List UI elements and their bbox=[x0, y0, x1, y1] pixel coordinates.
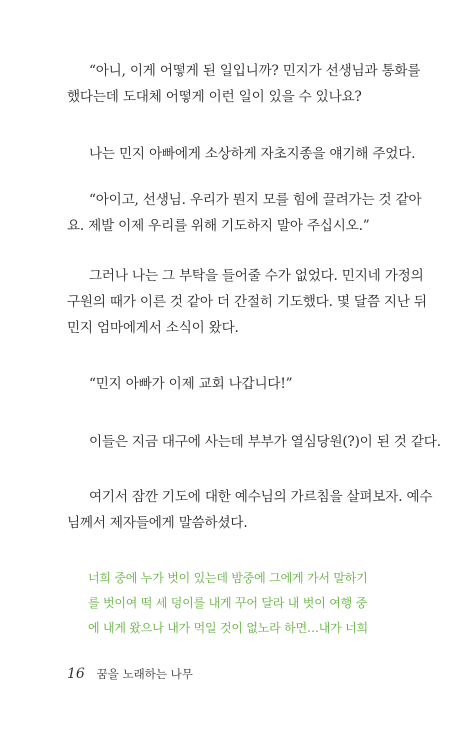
scripture-quote bbox=[88, 566, 388, 641]
paragraph-line: 민지 엄마에게서 소식이 왔다. bbox=[67, 320, 239, 336]
paragraph-line: “아이고, 선생님. 우리가 뭔지 모를 힘에 끌려가는 것 같아 bbox=[89, 192, 422, 208]
paragraph-line: 이들은 지금 대구에 사는데 부부가 열심당원(?)이 된 것 같다. bbox=[89, 434, 441, 450]
paragraph-line: “민지 아빠가 이제 교회 나갑니다!” bbox=[89, 376, 293, 392]
quote-line: 에 내게 왔으나 내가 먹일 것이 없노라 하면…내가 너희 bbox=[88, 621, 368, 635]
paragraph-line: 님께서 제자들에게 말씀하셨다. bbox=[67, 515, 248, 531]
paragraph-line: 그러나 나는 그 부탁을 들어줄 수가 없었다. 민지네 가정의 bbox=[89, 268, 424, 284]
paragraph-line: 했다는데 도대체 어떻게 이런 일이 있을 수 있나요? bbox=[67, 89, 362, 105]
paragraph-4 bbox=[67, 263, 427, 341]
paragraph-line: 요. 제발 이제 우리를 위해 기도하지 말아 주십시오.” bbox=[67, 218, 370, 234]
quote-line: 를 벗이여 떡 세 덩이를 내게 꾸어 달라 내 벗이 여행 중 bbox=[88, 596, 367, 610]
paragraph-1 bbox=[67, 58, 421, 110]
paragraph-7 bbox=[67, 484, 433, 536]
quote-line: 너희 중에 누가 벗이 있는데 밤중에 그에게 가서 말하기 bbox=[88, 571, 368, 585]
page-footer bbox=[67, 666, 193, 682]
paragraph-line: “아니, 이게 어떻게 된 일입니까? 민지가 선생님과 통화를 bbox=[89, 63, 421, 79]
paragraph-line: 나는 민지 아빠에게 소상하게 자초지종을 얘기해 주었다. bbox=[89, 146, 416, 162]
paragraph-6 bbox=[67, 429, 441, 455]
paragraph-3 bbox=[67, 187, 422, 239]
paragraph-line: 구원의 때가 이른 것 같아 더 간절히 기도했다. 몇 달쯤 지난 뒤 bbox=[67, 294, 427, 310]
paragraph-5 bbox=[67, 371, 412, 397]
paragraph-2 bbox=[67, 141, 416, 167]
page-number: 16 bbox=[67, 666, 85, 682]
paragraph-line: 여기서 잠깐 기도에 대한 예수님의 가르침을 살펴보자. 예수 bbox=[89, 489, 433, 505]
running-title: 꿈을 노래하는 나무 bbox=[96, 667, 193, 681]
